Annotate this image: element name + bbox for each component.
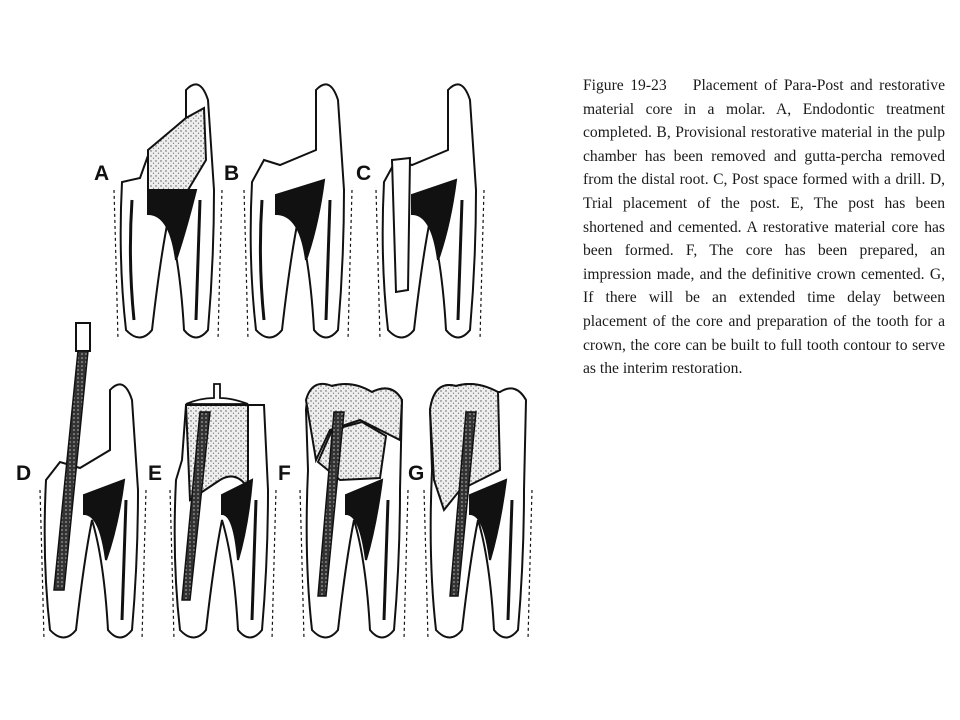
tooth-e-drawing xyxy=(170,384,276,640)
tooth-g-drawing xyxy=(424,384,532,640)
panel-label-g: G xyxy=(408,462,425,485)
figure-number: Figure 19-23 xyxy=(583,77,667,94)
panel-label-a: A xyxy=(94,162,110,185)
panel-label-f: F xyxy=(278,462,291,485)
figure-caption xyxy=(583,74,945,381)
tooth-c-drawing xyxy=(376,84,484,340)
tooth-a-drawing xyxy=(114,84,222,340)
tooth-d-drawing xyxy=(40,384,146,640)
tooth-f-drawing xyxy=(300,384,408,640)
panel-label-c: C xyxy=(356,162,372,185)
tooth-b-drawing xyxy=(244,84,352,340)
figure-caption-text: Placement of Para-Post and restorative material core in a molar. A, Endodontic treatment completed. B, Provisional restorative material in the pulp chamber has been removed and gutta-percha removed from the distal root. C, Post space formed with a drill. D, Trial placement of the post. E, The post has been shortened and cemented. A restorative material core has been formed. F, The core has been prepared, an impression made, and the definitive crown cemented. G, If there will be an extended time delay between placement of the core and preparation of the tooth for a crown, the core can be built to full tooth contour to serve as the interim restoration. xyxy=(583,77,945,378)
panel-label-e: E xyxy=(148,462,163,485)
panel-label-d: D xyxy=(16,462,32,485)
panel-label-b: B xyxy=(224,162,240,185)
